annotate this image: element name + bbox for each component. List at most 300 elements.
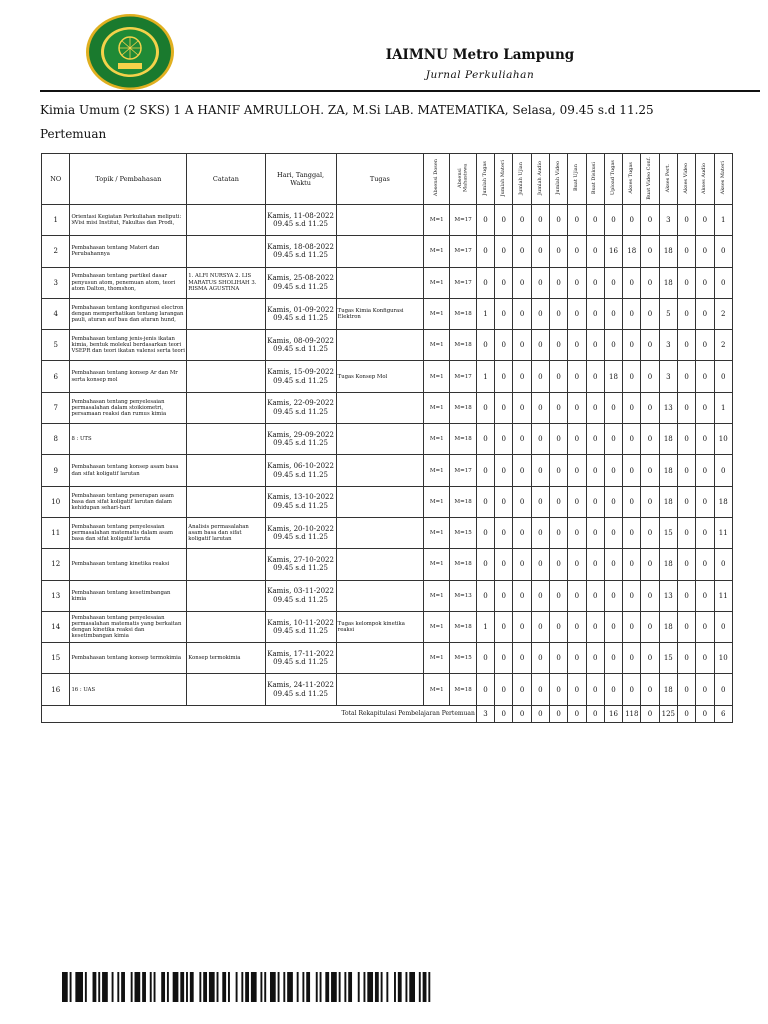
- row-topic: Orientasi Kegiatan Perkuliahan meliputi: ꞰVisi misi Institut, Fakultas dan Prodi,: [70, 205, 187, 236]
- row-notes: [187, 580, 265, 611]
- row-count-cell: 0: [531, 361, 549, 392]
- row-count-cell: 0: [623, 361, 641, 392]
- row-date: Kamis, 20-10-2022: [267, 524, 334, 533]
- row-count-cell: 0: [549, 549, 567, 580]
- row-count-cell: 18: [623, 236, 641, 267]
- row-tasks: [336, 674, 423, 705]
- row-count-cell: 0: [641, 236, 659, 267]
- row-topic: 8 : UTS: [70, 424, 187, 455]
- table-row: [42, 643, 733, 674]
- table-row: [42, 361, 733, 392]
- row-number: 10: [42, 486, 70, 517]
- row-count-cell: 0: [696, 455, 714, 486]
- row-count-cell: 0: [641, 517, 659, 548]
- row-count-cell: 15: [659, 643, 677, 674]
- row-notes: [187, 330, 265, 361]
- col-akses-tugas: Akses Tugas: [623, 154, 641, 205]
- row-count-cell: 1: [476, 298, 494, 329]
- row-number: 3: [42, 267, 70, 298]
- row-count-cell: 18: [659, 267, 677, 298]
- row-number: 11: [42, 517, 70, 548]
- row-count-cell: 0: [568, 611, 586, 642]
- table-row: [42, 298, 733, 329]
- row-notes: [187, 549, 265, 580]
- row-count-cell: 0: [476, 205, 494, 236]
- row-absensi-dosen: M=1: [424, 674, 450, 705]
- row-count-cell: 0: [677, 455, 695, 486]
- row-date-time: [265, 580, 336, 611]
- row-count-cell: 0: [696, 424, 714, 455]
- barcode-bar: [331, 972, 337, 1002]
- row-count-cell: 0: [476, 424, 494, 455]
- row-time: 09.45 s.d 11.25: [273, 689, 328, 698]
- barcode-bar: [190, 972, 194, 1002]
- barcode-bar: [98, 972, 100, 1002]
- total-cell: 0: [696, 705, 714, 722]
- barcode-bar: [428, 972, 430, 1002]
- row-absensi-dosen: M=1: [424, 392, 450, 423]
- barcode-bar: [236, 972, 238, 1002]
- col-akses-audio: Akses Audio: [696, 154, 714, 205]
- row-count-cell: 0: [495, 205, 513, 236]
- row-date-time: [265, 267, 336, 298]
- row-count-cell: 0: [531, 236, 549, 267]
- row-count-cell: 0: [586, 236, 604, 267]
- row-count-cell: 0: [513, 330, 531, 361]
- row-notes: [187, 674, 265, 705]
- row-count-cell: 0: [641, 298, 659, 329]
- row-count-cell: 0: [549, 267, 567, 298]
- barcode-bar: [358, 972, 360, 1002]
- row-tasks: [336, 643, 423, 674]
- row-topic: Pembahasan tentang konsep termokimia: [70, 643, 187, 674]
- row-count-cell: 0: [641, 267, 659, 298]
- row-count-cell: 0: [623, 580, 641, 611]
- barcode-bar: [75, 972, 83, 1002]
- barcode-bar: [325, 972, 329, 1002]
- row-date: Kamis, 08-09-2022: [267, 336, 334, 345]
- barcode-bar: [131, 972, 133, 1002]
- row-time: 09.45 s.d 11.25: [273, 345, 328, 354]
- row-count-cell: 10: [714, 424, 732, 455]
- row-absensi-dosen: M=1: [424, 580, 450, 611]
- row-count-cell: 0: [586, 643, 604, 674]
- row-count-cell: 0: [696, 549, 714, 580]
- row-topic: Pembahasan tentang penyelesaian permasalahan dalam stoikiometri, persamaan reaksi dan rumus kimia: [70, 392, 187, 423]
- row-count-cell: 0: [641, 424, 659, 455]
- row-topic: Pembahasan tentang kesetimbangan kimia: [70, 580, 187, 611]
- institution-logo: [84, 12, 176, 92]
- table-row: [42, 455, 733, 486]
- row-count-cell: 0: [549, 580, 567, 611]
- total-cell: 0: [568, 705, 586, 722]
- row-count-cell: 0: [623, 330, 641, 361]
- row-absensi-dosen: M=1: [424, 643, 450, 674]
- col-jumlah-audio: Jumlah Audio: [531, 154, 549, 205]
- row-count-cell: 13: [659, 392, 677, 423]
- row-count-cell: 0: [623, 455, 641, 486]
- row-count-cell: 0: [714, 611, 732, 642]
- row-date: Kamis, 15-09-2022: [267, 368, 334, 377]
- row-absensi-dosen: M=1: [424, 236, 450, 267]
- row-count-cell: 0: [568, 517, 586, 548]
- row-topic: Pembahasan tentang konsep asam basa dan sifat koligatif larutan: [70, 455, 187, 486]
- row-topic: Pembahasan tentang partikel dasar penyusun atom, penemuan atom, teori atom Dalton, thomshon,: [70, 267, 187, 298]
- row-date-time: [265, 298, 336, 329]
- col-jumlah-video: Jumlah Video: [549, 154, 567, 205]
- row-count-cell: 0: [495, 517, 513, 548]
- row-date-time: [265, 611, 336, 642]
- table-row: [42, 486, 733, 517]
- col-absensi-mahasiswa: Absensi Mahasiswa: [450, 154, 476, 205]
- row-count-cell: 0: [549, 298, 567, 329]
- row-count-cell: 0: [476, 455, 494, 486]
- row-count-cell: 0: [623, 549, 641, 580]
- row-count-cell: 0: [604, 611, 622, 642]
- row-time: 09.45 s.d 11.25: [273, 564, 328, 573]
- row-absensi-dosen: M=1: [424, 611, 450, 642]
- row-count-cell: 0: [641, 486, 659, 517]
- row-count-cell: 11: [714, 517, 732, 548]
- row-count-cell: 0: [476, 674, 494, 705]
- barcode-bar: [154, 972, 156, 1002]
- row-count-cell: 0: [568, 455, 586, 486]
- row-count-cell: 0: [623, 392, 641, 423]
- row-count-cell: 5: [659, 298, 677, 329]
- row-count-cell: 0: [677, 236, 695, 267]
- row-count-cell: 3: [659, 205, 677, 236]
- row-count-cell: 0: [476, 486, 494, 517]
- row-count-cell: 0: [696, 267, 714, 298]
- row-count-cell: 0: [549, 611, 567, 642]
- row-absensi-dosen: M=1: [424, 267, 450, 298]
- row-count-cell: 13: [659, 580, 677, 611]
- row-count-cell: 0: [495, 549, 513, 580]
- row-count-cell: 2: [714, 298, 732, 329]
- row-count-cell: 0: [495, 580, 513, 611]
- row-date-time: [265, 643, 336, 674]
- row-notes: [187, 205, 265, 236]
- row-count-cell: 0: [531, 580, 549, 611]
- row-date: Kamis, 29-09-2022: [267, 430, 334, 439]
- barcode-bar: [121, 972, 125, 1002]
- row-date: Kamis, 24-11-2022: [267, 681, 334, 690]
- col-tasks: Tugas: [336, 154, 423, 205]
- row-count-cell: 0: [568, 205, 586, 236]
- row-count-cell: 0: [495, 361, 513, 392]
- row-count-cell: 0: [513, 267, 531, 298]
- row-absensi-mahasiswa: M=18: [450, 674, 476, 705]
- row-count-cell: 18: [659, 236, 677, 267]
- row-tasks: [336, 580, 423, 611]
- row-count-cell: 0: [696, 486, 714, 517]
- row-tasks: [336, 392, 423, 423]
- journal-subtitle: Jurnal Perkuliahan: [425, 69, 535, 81]
- col-buat-ujian: Buat Ujian: [568, 154, 586, 205]
- row-count-cell: 0: [568, 424, 586, 455]
- row-count-cell: 0: [531, 424, 549, 455]
- col-akses-video: Akses Video: [677, 154, 695, 205]
- row-time: 09.45 s.d 11.25: [273, 658, 328, 667]
- row-count-cell: 0: [604, 549, 622, 580]
- row-topic: Pembahasan tentang konsep Ar dan Mr serta konsep mol: [70, 361, 187, 392]
- row-count-cell: 0: [714, 236, 732, 267]
- barcode-bar: [150, 972, 152, 1002]
- row-count-cell: 0: [677, 580, 695, 611]
- barcode-bar: [241, 972, 243, 1002]
- row-count-cell: 0: [677, 424, 695, 455]
- row-count-cell: 0: [623, 298, 641, 329]
- row-notes: [187, 298, 265, 329]
- row-count-cell: 0: [495, 424, 513, 455]
- row-count-cell: 0: [641, 455, 659, 486]
- row-count-cell: 0: [696, 611, 714, 642]
- row-count-cell: 18: [659, 549, 677, 580]
- row-date-time: [265, 455, 336, 486]
- row-tasks: [336, 517, 423, 548]
- row-count-cell: 0: [476, 580, 494, 611]
- row-count-cell: 0: [568, 298, 586, 329]
- barcode-bar: [112, 972, 114, 1002]
- row-count-cell: 0: [604, 517, 622, 548]
- total-cell: 0: [677, 705, 695, 722]
- row-date-time: [265, 424, 336, 455]
- row-number: 8: [42, 424, 70, 455]
- row-count-cell: 0: [568, 674, 586, 705]
- barcode-bar: [394, 972, 396, 1002]
- row-date: Kamis, 18-08-2022: [267, 242, 334, 251]
- table-row: [42, 236, 733, 267]
- row-count-cell: 0: [549, 236, 567, 267]
- barcode-bar: [386, 972, 388, 1002]
- row-topic: Pembahasan tentang konfigurasi electron dengan memperhatikan tentang larangan pauli, aturan auf bau dan aturan hund,: [70, 298, 187, 329]
- row-count-cell: 0: [714, 549, 732, 580]
- row-tasks: [336, 205, 423, 236]
- row-count-cell: 0: [513, 236, 531, 267]
- row-count-cell: 0: [604, 267, 622, 298]
- row-count-cell: 0: [476, 330, 494, 361]
- row-count-cell: 0: [549, 486, 567, 517]
- row-count-cell: 0: [531, 205, 549, 236]
- section-title: Pertemuan: [40, 127, 107, 141]
- barcode-bar: [228, 972, 230, 1002]
- row-count-cell: 0: [531, 486, 549, 517]
- row-date-time: [265, 330, 336, 361]
- row-count-cell: 0: [549, 643, 567, 674]
- row-topic: 16 : UAS: [70, 674, 187, 705]
- row-count-cell: 0: [696, 236, 714, 267]
- row-date-time: [265, 486, 336, 517]
- barcode-bar: [348, 972, 352, 1002]
- row-count-cell: 0: [586, 424, 604, 455]
- row-topic: Pembahasan tentang kinetika reaksi: [70, 549, 187, 580]
- barcode-bar: [316, 972, 318, 1002]
- row-tasks: Tugas kelompok kinetika reaksi: [336, 611, 423, 642]
- row-date-time: [265, 674, 336, 705]
- row-count-cell: 0: [696, 361, 714, 392]
- row-absensi-dosen: M=1: [424, 205, 450, 236]
- total-cell: 6: [714, 705, 732, 722]
- total-cell: 0: [495, 705, 513, 722]
- row-count-cell: 0: [586, 330, 604, 361]
- barcode-bar: [85, 972, 87, 1002]
- row-count-cell: 0: [549, 205, 567, 236]
- row-absensi-mahasiswa: M=17: [450, 236, 476, 267]
- row-count-cell: 0: [549, 674, 567, 705]
- row-count-cell: 0: [531, 455, 549, 486]
- row-number: 14: [42, 611, 70, 642]
- row-count-cell: 0: [586, 267, 604, 298]
- row-count-cell: 1: [476, 361, 494, 392]
- total-cell: 0: [513, 705, 531, 722]
- row-absensi-mahasiswa: M=18: [450, 611, 476, 642]
- barcode-bar: [260, 972, 262, 1002]
- row-number: 16: [42, 674, 70, 705]
- row-absensi-mahasiswa: M=18: [450, 424, 476, 455]
- barcode-bar: [297, 972, 299, 1002]
- row-count-cell: 0: [696, 674, 714, 705]
- row-count-cell: 0: [586, 205, 604, 236]
- row-count-cell: 0: [531, 517, 549, 548]
- table-row: [42, 580, 733, 611]
- row-count-cell: 1: [714, 392, 732, 423]
- total-cell: 118: [623, 705, 641, 722]
- row-date-time: [265, 236, 336, 267]
- barcode-bar: [70, 972, 72, 1002]
- row-count-cell: 0: [495, 486, 513, 517]
- row-count-cell: 0: [677, 392, 695, 423]
- row-date: Kamis, 13-10-2022: [267, 493, 334, 502]
- barcode-bar: [344, 972, 346, 1002]
- row-count-cell: 0: [586, 298, 604, 329]
- row-count-cell: 0: [495, 330, 513, 361]
- barcode-bar: [287, 972, 293, 1002]
- row-absensi-mahasiswa: M=13: [450, 580, 476, 611]
- barcode-bar: [186, 972, 188, 1002]
- row-absensi-mahasiswa: M=18: [450, 486, 476, 517]
- row-count-cell: 0: [513, 392, 531, 423]
- row-notes: [187, 455, 265, 486]
- row-absensi-mahasiswa: M=17: [450, 455, 476, 486]
- row-count-cell: 0: [677, 361, 695, 392]
- row-count-cell: 0: [549, 330, 567, 361]
- row-count-cell: 0: [476, 236, 494, 267]
- row-absensi-mahasiswa: M=15: [450, 643, 476, 674]
- row-count-cell: 0: [696, 580, 714, 611]
- row-topic: Pembahasan tentang penyelesaian permasalahan matematis dalam asam basa dan sifat koligatif laruta: [70, 517, 187, 548]
- row-tasks: [336, 267, 423, 298]
- row-count-cell: 0: [641, 549, 659, 580]
- row-number: 13: [42, 580, 70, 611]
- row-count-cell: 0: [641, 611, 659, 642]
- row-count-cell: 18: [659, 674, 677, 705]
- barcode-bar: [320, 972, 322, 1002]
- row-count-cell: 0: [677, 611, 695, 642]
- col-jumlah-ujian: Jumlah Ujian: [513, 154, 531, 205]
- row-count-cell: 0: [714, 267, 732, 298]
- row-count-cell: 11: [714, 580, 732, 611]
- row-count-cell: 0: [623, 611, 641, 642]
- row-time: 09.45 s.d 11.25: [273, 220, 328, 229]
- row-count-cell: 0: [641, 361, 659, 392]
- col-jumlah-materi: Jumlah Materi: [495, 154, 513, 205]
- row-number: 12: [42, 549, 70, 580]
- row-count-cell: 0: [513, 424, 531, 455]
- row-count-cell: 1: [714, 205, 732, 236]
- row-topic: Pembahasan tentang penyelesaian permasalahan matematis yang berkaitan dengan kinetika reaksi dan kesetimbangan kimia: [70, 611, 187, 642]
- row-absensi-dosen: M=1: [424, 517, 450, 548]
- row-absensi-mahasiswa: M=17: [450, 205, 476, 236]
- row-count-cell: 0: [604, 205, 622, 236]
- barcode-bar: [93, 972, 97, 1002]
- row-notes: [187, 392, 265, 423]
- row-count-cell: 0: [513, 205, 531, 236]
- row-count-cell: 0: [513, 611, 531, 642]
- col-buat-video-conf: Buat Video Conf.: [641, 154, 659, 205]
- row-count-cell: 0: [586, 392, 604, 423]
- row-count-cell: 0: [549, 517, 567, 548]
- row-count-cell: 10: [714, 643, 732, 674]
- row-date: Kamis, 10-11-2022: [267, 618, 334, 627]
- barcode-bar: [306, 972, 310, 1002]
- barcode-bar: [367, 972, 373, 1002]
- row-count-cell: 18: [659, 611, 677, 642]
- row-time: 09.45 s.d 11.25: [273, 595, 328, 604]
- barcode-bar: [173, 972, 179, 1002]
- row-count-cell: 0: [476, 643, 494, 674]
- row-time: 09.45 s.d 11.25: [273, 407, 328, 416]
- col-no: NO: [42, 154, 70, 205]
- barcode-bar: [409, 972, 415, 1002]
- row-count-cell: 0: [677, 205, 695, 236]
- row-absensi-mahasiswa: M=18: [450, 330, 476, 361]
- row-count-cell: 0: [513, 455, 531, 486]
- row-count-cell: 0: [677, 549, 695, 580]
- row-count-cell: 0: [604, 392, 622, 423]
- row-notes: [187, 361, 265, 392]
- row-time: 09.45 s.d 11.25: [273, 376, 328, 385]
- barcode-bar: [203, 972, 207, 1002]
- barcode-bar: [62, 972, 68, 1002]
- row-count-cell: 0: [531, 549, 549, 580]
- row-tasks: [336, 424, 423, 455]
- row-count-cell: 0: [604, 330, 622, 361]
- barcode-bar: [302, 972, 304, 1002]
- row-count-cell: 0: [604, 455, 622, 486]
- row-number: 1: [42, 205, 70, 236]
- total-cell: 3: [476, 705, 494, 722]
- row-absensi-dosen: M=1: [424, 330, 450, 361]
- table-row: [42, 517, 733, 548]
- row-count-cell: 0: [623, 643, 641, 674]
- row-count-cell: 0: [677, 486, 695, 517]
- table-row: [42, 674, 733, 705]
- row-count-cell: 2: [714, 330, 732, 361]
- row-count-cell: 0: [586, 455, 604, 486]
- row-count-cell: 0: [677, 517, 695, 548]
- row-absensi-mahasiswa: M=15: [450, 517, 476, 548]
- row-topic: Pembahasan tentang Materi dan Perubahannya: [70, 236, 187, 267]
- row-count-cell: 0: [531, 643, 549, 674]
- row-count-cell: 0: [641, 643, 659, 674]
- barcode-bar: [423, 972, 427, 1002]
- row-count-cell: 0: [513, 486, 531, 517]
- row-count-cell: 0: [531, 267, 549, 298]
- barcode-bar: [135, 972, 141, 1002]
- barcode-bar: [264, 972, 266, 1002]
- row-count-cell: 0: [476, 517, 494, 548]
- row-count-cell: 0: [641, 205, 659, 236]
